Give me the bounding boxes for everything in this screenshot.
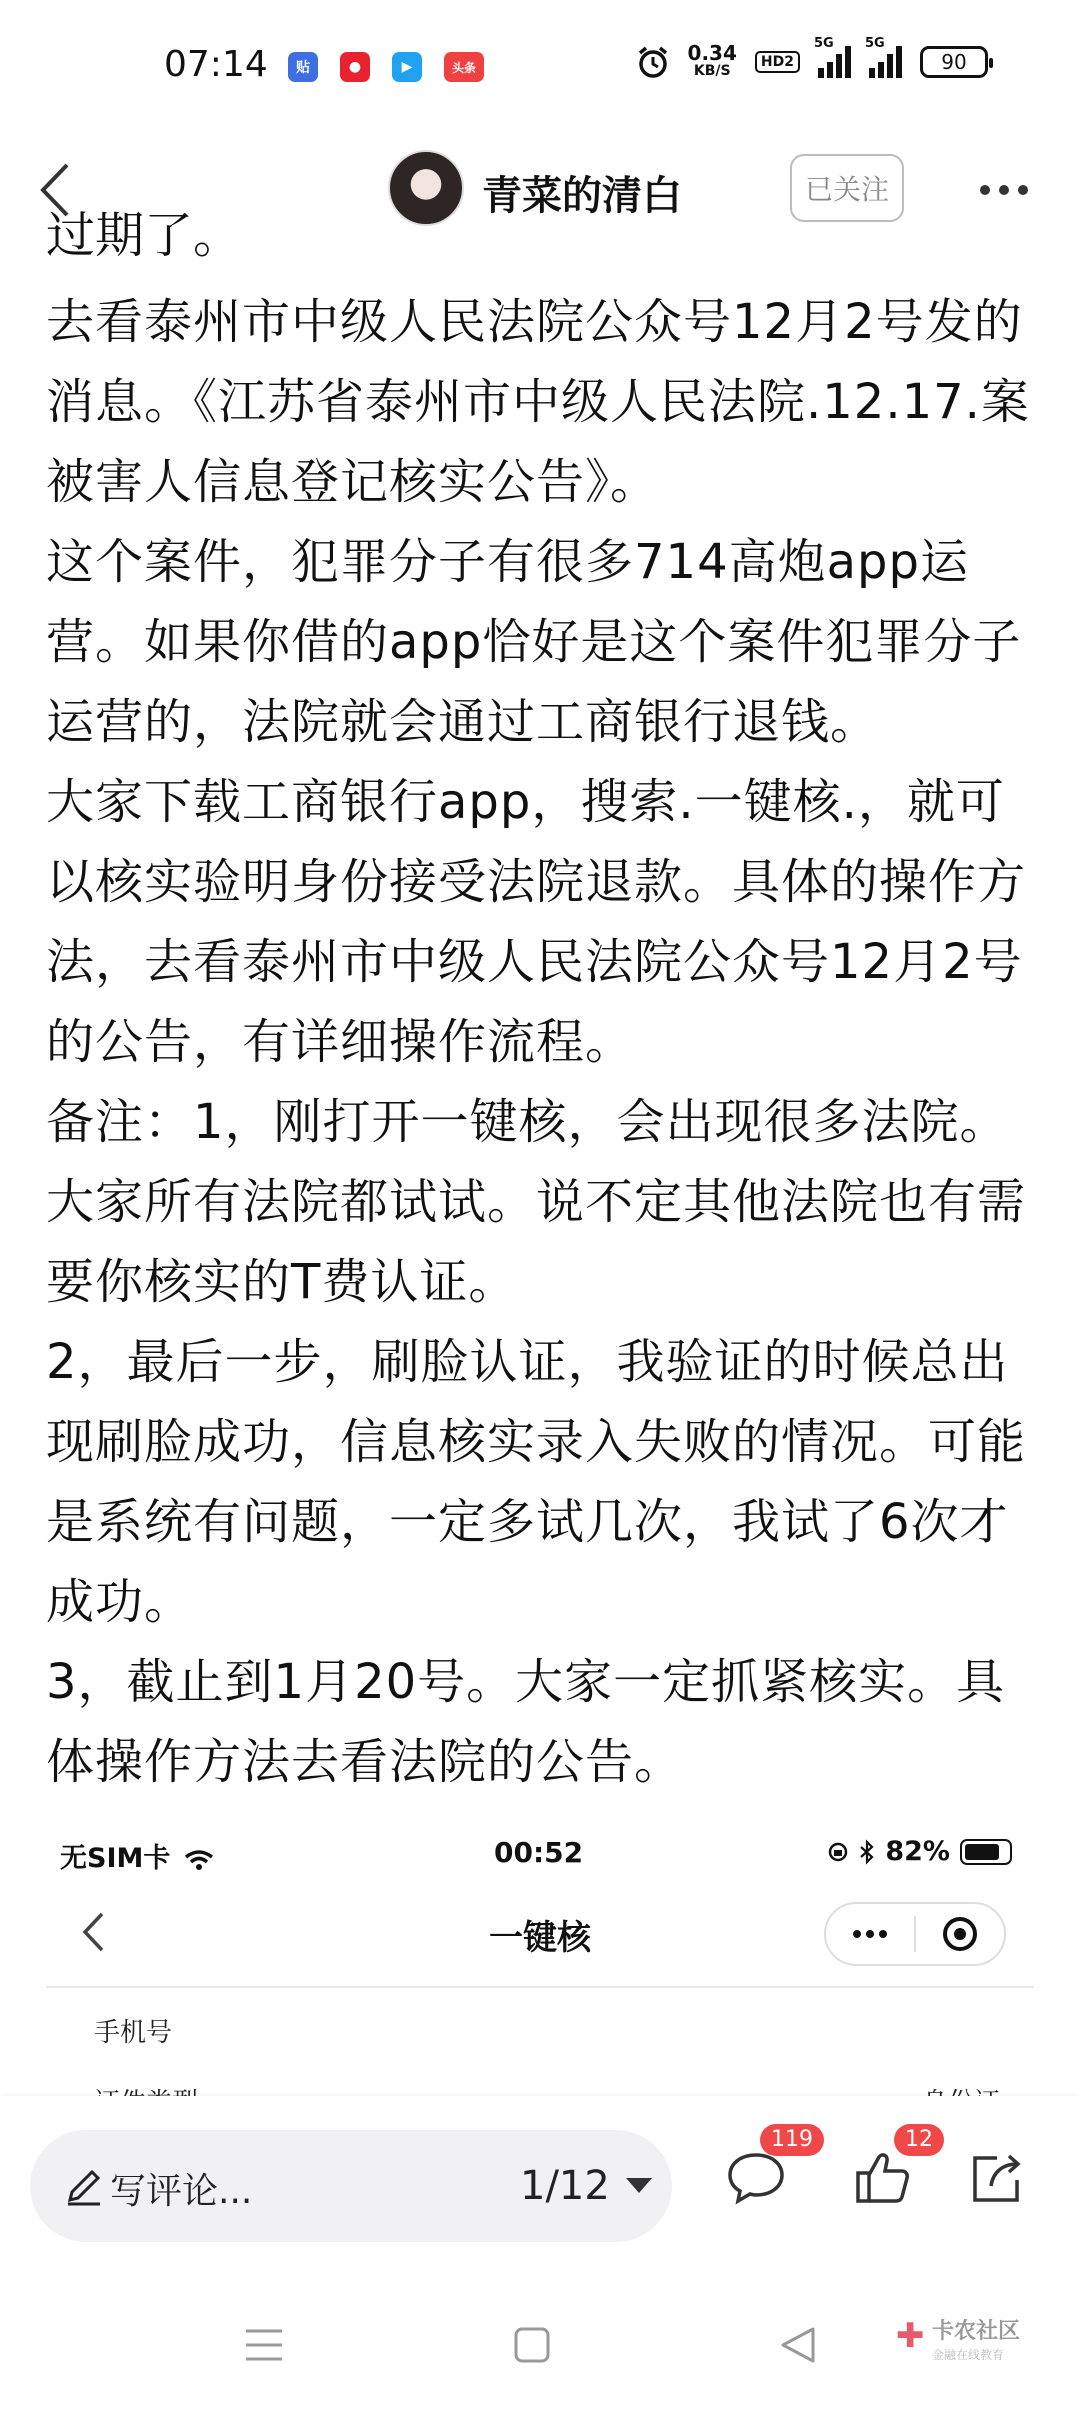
article-paragraphs <box>46 282 1042 1802</box>
more-dot-icon <box>999 185 1009 195</box>
notification-app-icons <box>288 52 484 82</box>
article-paragraph: 2，最后一步，刷脸认证，我验证的时候总出现刷脸成功，信息核实录入失败的情况。可能是系统有问题，一定多试几次，我试了6次才成功。 <box>46 1334 1027 1630</box>
embedded-phone-label: 手机号 <box>94 2018 173 2048</box>
toutiao-app-icon: 头条 <box>444 52 484 82</box>
embedded-title: 一键核 <box>489 1918 591 1958</box>
like-count-badge: 12 <box>894 2124 944 2156</box>
article-paragraph: 3，截止到1月20号。大家一定抓紧核实。具体操作方法去看法院的公告。 <box>46 1654 1006 1790</box>
embedded-battery-icon <box>960 1839 1012 1865</box>
alarm-icon <box>636 45 670 79</box>
watermark <box>896 2310 1036 2380</box>
like-button[interactable] <box>840 2127 933 2220</box>
embedded-status-bar <box>46 1822 1034 1878</box>
pencil-icon <box>62 2164 106 2208</box>
embedded-screenshot-image[interactable] <box>46 1822 1034 2096</box>
comment-bubble-icon <box>725 2149 787 2207</box>
comment-input[interactable] <box>30 2130 672 2242</box>
more-icon <box>853 1930 887 1938</box>
article-partial-line: 过期了。 <box>46 207 243 264</box>
share-icon <box>967 2150 1025 2206</box>
embedded-status-right <box>827 1836 1012 1867</box>
system-navigation-bar <box>0 2276 1080 2412</box>
comment-count-badge: 119 <box>760 2124 824 2156</box>
triangle-back-icon <box>779 2325 817 2365</box>
comment-placeholder: 写评论... <box>110 2171 253 2212</box>
article-paragraph: 备注：1，刚打开一键核，会出现很多法院。大家所有法院都试试。说不定其他法院也有需要你核实的T费认证。 <box>46 1094 1027 1310</box>
status-bar <box>0 0 1080 140</box>
signal1-label: 5G <box>814 36 834 51</box>
embedded-time: 00:52 <box>494 1836 584 1869</box>
watermark-logo-icon: ✚ <box>896 2316 925 2356</box>
hd-voice-badge: HD2 <box>755 51 800 73</box>
share-button[interactable] <box>954 2136 1038 2220</box>
net-speed <box>687 41 737 80</box>
embedded-nav <box>46 1878 1034 1988</box>
bottom-action-bar <box>0 2096 1080 2276</box>
embedded-carrier-text: 无SIM卡 <box>60 1843 171 1874</box>
status-indicators <box>636 36 988 80</box>
signal-strength-2-icon <box>865 36 902 78</box>
net-speed-value: 0.34 <box>687 41 737 65</box>
home-nav-button[interactable] <box>502 2320 562 2370</box>
net-speed-unit: KB/S <box>693 63 731 79</box>
back-nav-button[interactable] <box>768 2320 828 2370</box>
embedded-carrier <box>60 1836 214 1875</box>
signal2-label: 5G <box>865 36 885 51</box>
watermark-subtext: 金融在线教育 <box>932 2348 1005 2362</box>
wifi-icon <box>184 1849 214 1871</box>
tieba-app-icon: 贴 <box>288 52 318 82</box>
article-paragraph: 这个案件，犯罪分子有很多714高炮app运营。如果你借的app恰好是这个案件犯罪分子运营的，法院就会通过工商银行退钱。 <box>46 534 1022 750</box>
rotation-lock-icon <box>827 1841 849 1863</box>
video-app-icon: ● <box>340 52 370 82</box>
author-name[interactable]: 青菜的清白 <box>482 173 682 219</box>
caret-down-icon[interactable] <box>626 2178 652 2193</box>
close-target-icon <box>943 1917 977 1951</box>
page-indicator[interactable]: 1/12 <box>520 2163 610 2209</box>
player-app-icon: ▶ <box>392 52 422 82</box>
comments-button[interactable] <box>714 2127 813 2220</box>
bluetooth-icon <box>859 1840 875 1864</box>
more-options-button[interactable] <box>972 162 1036 218</box>
battery-level: 90 <box>941 50 967 74</box>
menu-icon <box>244 2327 284 2363</box>
signal-strength-1-icon <box>814 36 851 78</box>
status-time: 07:14 <box>164 44 268 85</box>
embedded-capsule <box>824 1902 1006 1966</box>
more-dot-icon <box>1018 185 1028 195</box>
embedded-battery-text: 82% <box>885 1836 950 1867</box>
menu-nav-button[interactable] <box>234 2320 294 2370</box>
author-avatar[interactable] <box>388 150 464 226</box>
home-square-icon <box>513 2326 551 2364</box>
article-paragraph: 去看泰州市中级人民法院公众号12月2号发的消息。《江苏省泰州市中级人民法院.12.17.案被害人信息登记核实公告》。 <box>46 294 1030 510</box>
more-dot-icon <box>980 185 990 195</box>
thumbs-up-icon <box>852 2149 912 2207</box>
watermark-text: 卡农社区 <box>932 2319 1021 2344</box>
article-paragraph: 大家下载工商银行app，搜索.一键核.，就可以核实验明身份接受法院退款。具体的操作方法，去看泰州市中级人民法院公众号12月2号的公告，有详细操作流程。 <box>46 774 1027 1070</box>
article-body <box>46 207 1046 1820</box>
follow-button[interactable]: 已关注 <box>790 154 904 222</box>
battery-icon <box>920 46 988 78</box>
